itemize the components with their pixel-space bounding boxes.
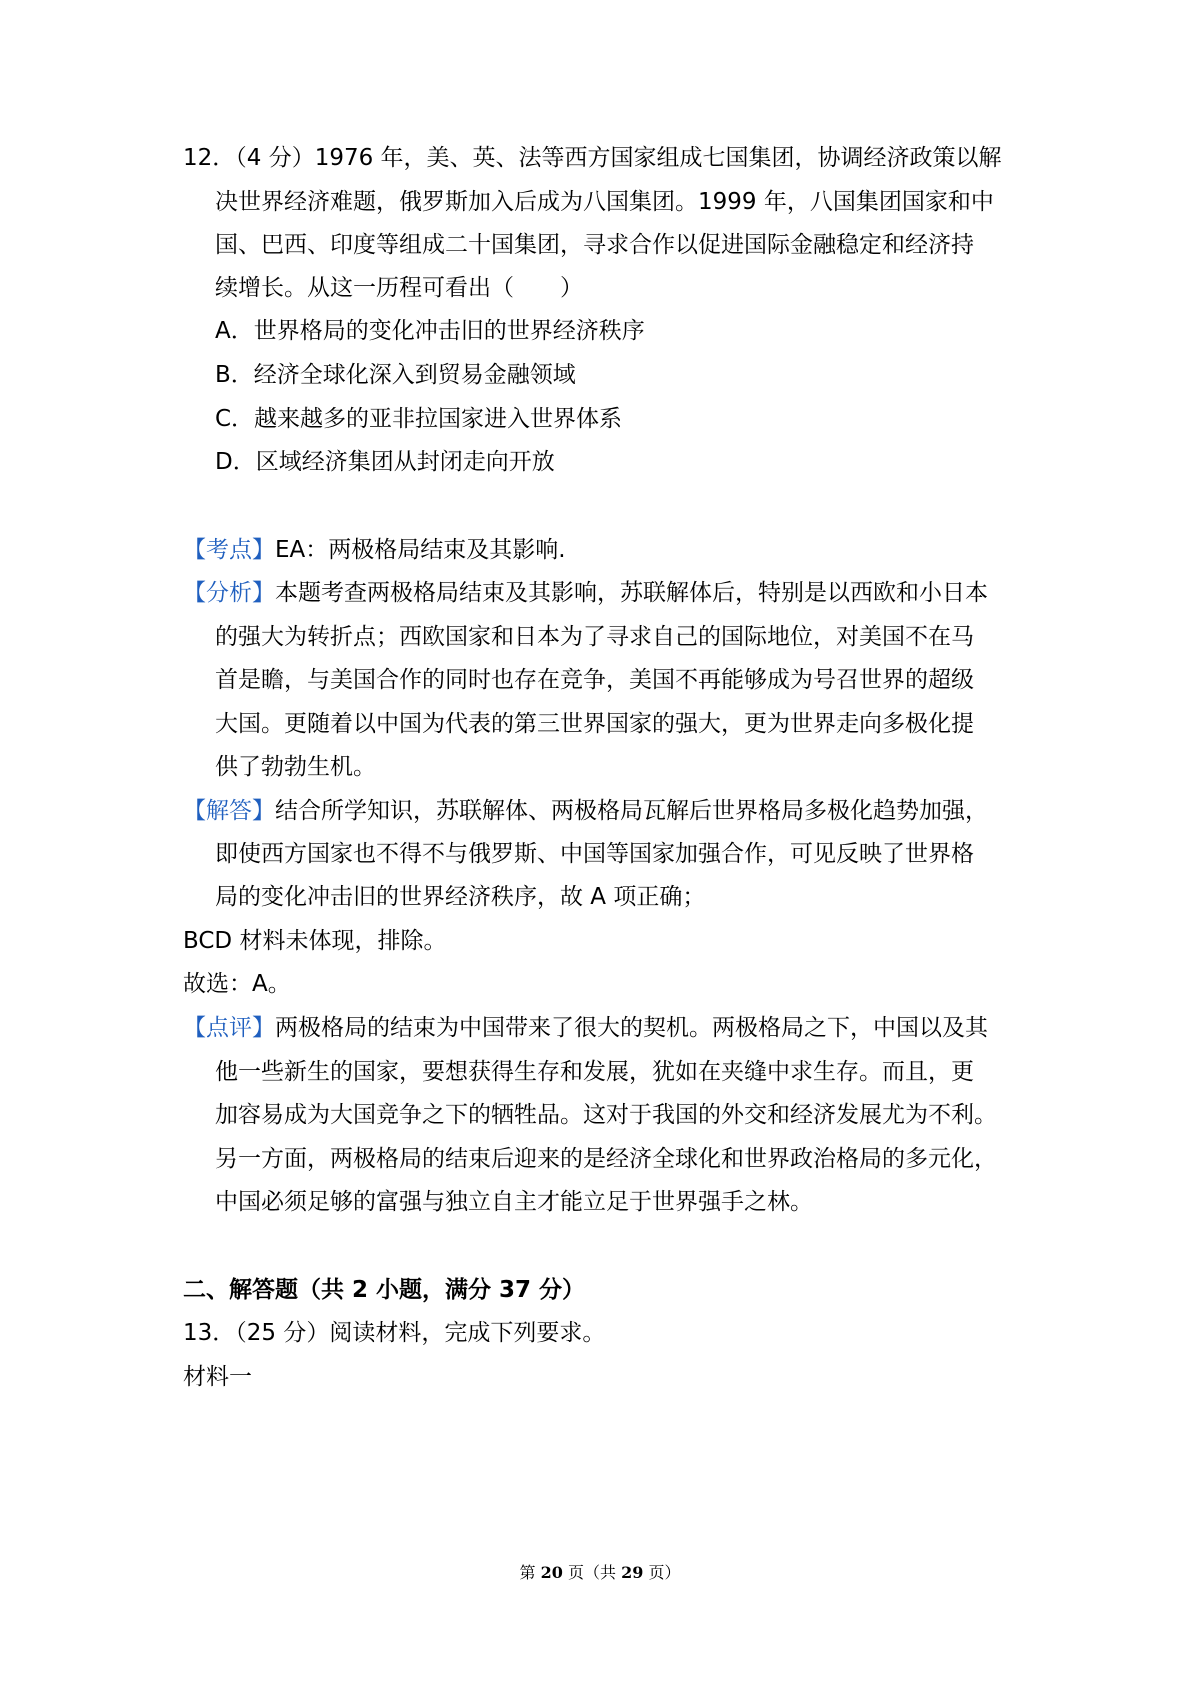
footer-total-pages: 29 — [621, 1563, 644, 1582]
jieda-choice: 故选：A。 — [183, 971, 291, 997]
fenxi-tag: 【分析】 — [183, 580, 275, 606]
footer-page-number: 20 — [540, 1563, 563, 1582]
footer-prefix: 第 — [519, 1563, 541, 1582]
dianping-line-4: 另一方面，两极格局的结束后迎来的是经济全球化和世界政治格局的多元化， — [215, 1146, 997, 1172]
option-d: D．区域经济集团从封闭走向开放 — [215, 449, 555, 475]
fenxi-text-first: 本题考查两极格局结束及其影响，苏联解体后，特别是以西欧和小日本 — [275, 580, 988, 606]
option-b: B．经济全球化深入到贸易金融领域 — [215, 362, 576, 388]
jieda-line-3: 局的变化冲击旧的世界经济秩序，故 A 项正确； — [215, 884, 706, 910]
fenxi-line-2: 的强大为转折点；西欧国家和日本为了寻求自己的国际地位，对美国不在马 — [215, 624, 974, 650]
jieda-text-first: 结合所学知识，苏联解体、两极格局瓦解后世界格局多极化趋势加强， — [275, 798, 988, 824]
kaodian-line — [183, 535, 566, 565]
dianping-line-3: 加容易成为大国竞争之下的牺牲品。这对于我国的外交和经济发展尤为不利。 — [215, 1102, 997, 1128]
kaodian-tag: 【考点】 — [183, 537, 275, 563]
question-12-line-1: 12．（4 分）1976 年，美、英、法等西方国家组成七国集团，协调经济政策以解 — [183, 145, 1002, 171]
option-c: C．越来越多的亚非拉国家进入世界体系 — [215, 406, 623, 432]
option-a: A．世界格局的变化冲击旧的世界经济秩序 — [215, 318, 645, 344]
dianping-tag: 【点评】 — [183, 1015, 275, 1041]
dianping-line-5: 中国必须足够的富强与独立自主才能立足于世界强手之林。 — [215, 1189, 813, 1215]
dianping-line-1 — [183, 1013, 988, 1043]
footer-middle: 页（共 — [562, 1563, 622, 1582]
page-footer — [0, 1562, 1200, 1584]
dianping-line-2: 他一些新生的国家，要想获得生存和发展，犹如在夹缝中求生存。而且，更 — [215, 1059, 974, 1085]
dianping-text-first: 两极格局的结束为中国带来了很大的契机。两极格局之下，中国以及其 — [275, 1015, 988, 1041]
question-12-line-4: 续增长。从这一历程可看出（ ） — [215, 275, 583, 301]
jieda-line-1 — [183, 796, 988, 826]
jieda-bcd: BCD 材料未体现，排除。 — [183, 928, 447, 954]
question-12-line-2: 决世界经济难题，俄罗斯加入后成为八国集团。1999 年，八国集团国家和中 — [215, 189, 994, 215]
material-one: 材料一 — [183, 1364, 252, 1390]
fenxi-line-1 — [183, 578, 988, 608]
jieda-line-2: 即使西方国家也不得不与俄罗斯、中国等国家加强合作，可见反映了世界格 — [215, 841, 974, 867]
fenxi-line-3: 首是瞻，与美国合作的同时也存在竞争，美国不再能够成为号召世界的超级 — [215, 667, 974, 693]
question-12-line-3: 国、巴西、印度等组成二十国集团，寻求合作以促进国际金融稳定和经济持 — [215, 232, 974, 258]
jieda-tag: 【解答】 — [183, 798, 275, 824]
section-2-heading: 二、解答题（共 2 小题，满分 37 分） — [183, 1277, 586, 1303]
kaodian-text: EA：两极格局结束及其影响. — [275, 537, 566, 563]
fenxi-line-4: 大国。更随着以中国为代表的第三世界国家的强大，更为世界走向多极化提 — [215, 711, 974, 737]
footer-suffix: 页） — [643, 1563, 681, 1582]
question-13: 13．（25 分）阅读材料，完成下列要求。 — [183, 1320, 606, 1346]
fenxi-line-5: 供了勃勃生机。 — [215, 754, 376, 780]
